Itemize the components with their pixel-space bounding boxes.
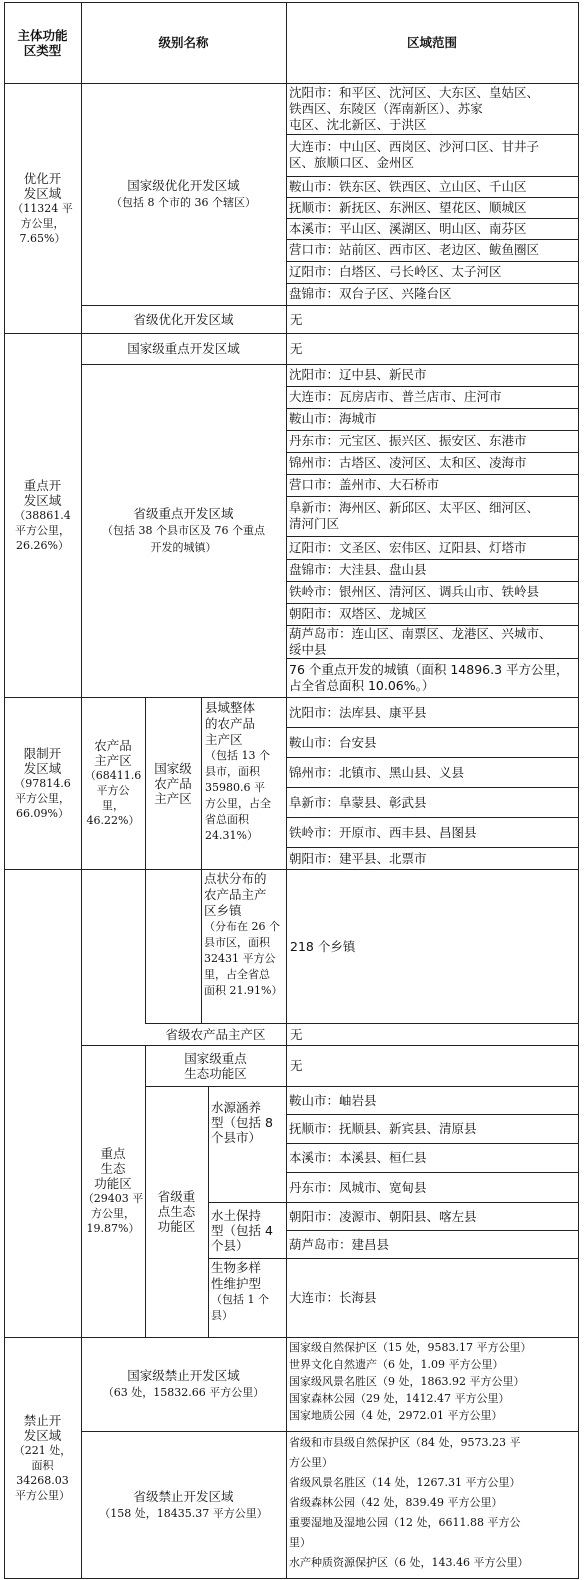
- eco-water-range: [289, 1150, 576, 1165]
- eco-provincial-label-line: 功能区: [157, 1219, 196, 1234]
- agri-point-label-line: 县市区，面积: [204, 936, 270, 949]
- key-range-cell-line: 锦州市：古塔区、凌河区、太和区、凌海市: [289, 455, 527, 470]
- row-border: [286, 386, 579, 387]
- agri-county-range: [289, 851, 576, 866]
- agri-main-label-line: 46.22%）: [86, 814, 140, 827]
- prohibited-type-label-line: 发区域: [23, 1427, 62, 1443]
- column-border: [145, 697, 146, 1024]
- optimized-range-cell: [289, 200, 576, 216]
- key-range-cell: [289, 500, 576, 532]
- header-type-label-line: 区类型: [23, 42, 62, 58]
- key-range-cell: [289, 455, 576, 471]
- eco-provincial-label: [145, 1189, 208, 1234]
- key-range-cell-line: 76 个重点开发的城镇（面积 14896.3 平方公里，: [289, 661, 569, 677]
- optimized-range-cell: [289, 264, 576, 280]
- prohibited-national-list-line: 世界文化自然遗产（6 处，1.09 平方公里）: [289, 1358, 504, 1371]
- row-border: [286, 474, 579, 475]
- eco-bio-label: [211, 1260, 285, 1324]
- eco-soil-range: [289, 1209, 576, 1224]
- optimized-provincial-label: [81, 312, 286, 327]
- row-border: [286, 727, 579, 728]
- row-border: [286, 261, 579, 262]
- row-border: [286, 658, 579, 659]
- agri-county-range-line: 朝阳市：建平县、北票市: [289, 850, 427, 866]
- row-border: [286, 787, 579, 788]
- section-border: [4, 869, 579, 870]
- optimized-type-label-line: 7.65%）: [19, 231, 66, 245]
- optimized-range-cell: [289, 286, 576, 302]
- key-range-cell-line: 营口市：盖州市、大石桥市: [289, 477, 440, 492]
- optimized-type-label-line: （11324 平: [12, 201, 73, 215]
- eco-main-label-line: 功能区: [94, 1176, 132, 1191]
- agri-county-range: [289, 735, 576, 750]
- agri-county-label-line: 县市，面积: [205, 765, 260, 778]
- eco-national-label-line: 国家级重点: [184, 1050, 247, 1066]
- optimized-type-label-line: 方公里，: [20, 216, 65, 230]
- optimized-range-cell-line: 铁西区、东陵区（浑南新区）、苏家: [289, 100, 483, 116]
- agri-county-range-line: 鞍山市：台安县: [289, 734, 377, 750]
- key-range-cell: [289, 540, 576, 556]
- column-border: [208, 1086, 209, 1338]
- agri-point-label-line: 里，占全省总: [204, 968, 270, 981]
- prohibited-type-label-line: （221 处，: [13, 1443, 72, 1457]
- eco-water-label-line: 个县市）: [211, 1130, 262, 1145]
- eco-national-label-line: 生态功能区: [184, 1065, 247, 1081]
- key-range-cell-line: 大连市：瓦房店市、普兰店市、庄河市: [289, 389, 502, 404]
- eco-main-label-line: 生态: [100, 1161, 126, 1176]
- optimized-type-label-line: 发区域: [23, 185, 62, 201]
- prohibited-national-list-line: 国家地质公园（4 处，2972.01 平方公里）: [289, 1409, 503, 1422]
- optimized-range-cell: [289, 139, 576, 171]
- agri-county-label-line: 的农产品: [205, 716, 256, 731]
- table-top-border: [4, 2, 579, 3]
- key-type-label-line: 发区域: [23, 492, 62, 508]
- key-range-cell-line: 阜新市：海州区、新邱区、太平区、细河区、: [289, 500, 540, 515]
- agri-point-label-line: 面积 21.91%）: [204, 984, 283, 997]
- optimized-range-cell-line: 屯区、沈北新区、于洪区: [289, 116, 427, 132]
- agri-county-label-line: 方公里，占全: [205, 797, 271, 810]
- eco-main-label-line: 方公里，: [91, 1207, 135, 1220]
- agri-national-label-line: 国家级: [154, 760, 192, 776]
- agri-point-label-line: 32431 平方公: [204, 952, 276, 965]
- eco-national-range-line: 无: [290, 1058, 303, 1073]
- agri-county-range-line: 铁岭市：开原市、西丰县、昌图县: [289, 824, 477, 840]
- optimized-provincial-range: [290, 312, 490, 327]
- prohibited-provincial-label-line: 省级禁止开发区域: [133, 1488, 234, 1504]
- key-national-range-line: 无: [290, 341, 303, 356]
- agri-county-label-line: 主产区: [205, 732, 243, 747]
- agri-county-label-line: （包括 13 个: [205, 749, 270, 762]
- optimized-range-cell-line: 鞍山市：铁东区、铁西区、立山区、千山区: [289, 178, 527, 194]
- prohibited-provincial-list-line: 重要湿地及湿地公园（12 处，6611.88 平方公: [289, 1516, 521, 1529]
- optimized-national-label-line: （包括 8 个市的 36 个辖区）: [111, 196, 256, 209]
- key-range-cell-line: 盘锦市：大洼县、盘山县: [289, 562, 427, 577]
- prohibited-provincial-list-line: 里）: [289, 1536, 311, 1549]
- agri-county-label: [205, 700, 284, 844]
- eco-bio-label-line: （包括 1 个: [211, 1293, 269, 1306]
- section-border: [4, 697, 579, 698]
- section-border: [4, 1337, 579, 1338]
- row-border: [286, 176, 579, 177]
- agri-provincial-label-line: 省级农产品主产区: [165, 1026, 266, 1042]
- row-border: [208, 1258, 579, 1259]
- row-border: [145, 1023, 579, 1024]
- prohibited-type-label: [4, 1413, 81, 1503]
- key-range-cell-line: 沈阳市：辽中县、新民市: [289, 367, 427, 382]
- restricted-type-label: [4, 746, 81, 821]
- prohibited-provincial-list-line: 省级和市县级自然保护区（84 处，9573.23 平: [289, 1436, 521, 1449]
- agri-national-label-line: 主产区: [154, 790, 192, 806]
- optimized-range-cell-line: 盘锦市：双台子区、兴隆台区: [289, 286, 452, 301]
- eco-soil-label: [211, 1208, 285, 1253]
- eco-water-label: [211, 1100, 285, 1145]
- row-border: [81, 1431, 579, 1432]
- key-range-cell: [289, 584, 576, 600]
- prohibited-national-list-line: 国家级自然保护区（15 处，9583.17 平方公里）: [289, 1341, 532, 1354]
- row-border: [286, 239, 579, 240]
- prohibited-provincial-label: [81, 1488, 286, 1522]
- key-type-label-line: 26.26%）: [16, 538, 69, 552]
- key-range-cell: [289, 367, 576, 383]
- eco-provincial-label-line: 省级重: [157, 1189, 196, 1204]
- prohibited-national-list-line: 国家级风景名胜区（9 处，1863.92 平方公里）: [289, 1375, 525, 1388]
- prohibited-national-list-line: 国家森林公园（29 处，1412.47 平方公里）: [289, 1392, 510, 1405]
- key-national-label: [81, 341, 286, 356]
- eco-main-label: [81, 1146, 145, 1236]
- eco-water-label-line: 水源涵养: [211, 1100, 262, 1115]
- agri-county-range: [289, 765, 576, 780]
- row-border: [81, 1045, 579, 1046]
- prohibited-type-label-line: 34268.03: [16, 1473, 69, 1487]
- key-range-cell-line: 朝阳市：双塔区、龙城区: [289, 606, 427, 621]
- row-border: [286, 197, 579, 198]
- row-border: [286, 452, 579, 453]
- key-provincial-label-line: 开发的城镇）: [150, 541, 217, 554]
- eco-water-range: [289, 1121, 576, 1136]
- prohibited-national-list: [289, 1339, 576, 1424]
- header-type-label: [4, 28, 81, 58]
- table-bottom-border: [4, 1578, 579, 1579]
- row-border: [286, 1114, 579, 1115]
- key-type-label: [4, 478, 81, 553]
- eco-bio-label-line: 性维护型: [211, 1276, 262, 1291]
- key-range-cell-line: 葫芦岛市：连山区、南票区、龙港区、兴城市、: [289, 625, 552, 641]
- agri-point-label: [204, 871, 285, 999]
- optimized-type-label-line: 优化开: [23, 170, 62, 186]
- agri-county-label-line: 省总面积: [205, 813, 249, 826]
- eco-bio-range: [289, 1290, 539, 1305]
- row-border: [286, 1143, 579, 1144]
- agri-national-label: [145, 761, 201, 806]
- key-range-cell-line: 绥中县: [289, 641, 327, 657]
- agri-county-label-line: 县域整体: [205, 700, 256, 715]
- eco-soil-label-line: 水土保持: [211, 1207, 262, 1223]
- agri-provincial-range-line: 无: [290, 1026, 303, 1042]
- row-border: [286, 283, 579, 284]
- row-border: [286, 1172, 579, 1173]
- key-provincial-label-line: （包括 38 个县市区及 76 个重点: [102, 524, 265, 537]
- prohibited-provincial-label-line: （158 处，18435.37 平方公里）: [99, 1506, 268, 1520]
- prohibited-type-label-line: 平方公里）: [15, 1488, 70, 1502]
- agri-point-label-line: 点状分布的: [204, 871, 267, 886]
- eco-soil-label-line: 型（包括 4: [211, 1222, 273, 1238]
- key-type-label-line: 重点开: [23, 477, 62, 493]
- key-provincial-label: [81, 505, 286, 556]
- agri-county-label-line: 35980.6 平: [205, 781, 265, 794]
- row-border: [286, 817, 579, 818]
- agri-point-label-line: 区乡镇: [204, 903, 242, 918]
- row-border: [286, 430, 579, 431]
- optimized-type-label: [4, 171, 81, 246]
- eco-soil-label-line: 个县）: [211, 1237, 249, 1253]
- agri-county-range: [289, 825, 576, 840]
- optimized-range-cell-line: 抚顺市：新抚区、东洲区、望花区、顺城区: [289, 199, 527, 215]
- row-border: [286, 134, 579, 135]
- optimized-range-cell-line: 沈阳市：和平区、沈河区、大东区、皇姑区、: [289, 84, 540, 100]
- optimized-provincial-label-line: 省级优化开发区域: [133, 311, 234, 327]
- section-border: [4, 333, 579, 334]
- prohibited-provincial-list-line: 省级风景名胜区（14 处，1267.31 平方公里）: [289, 1476, 521, 1489]
- key-range-cell: [289, 411, 576, 427]
- eco-main-label-line: 重点: [100, 1146, 126, 1161]
- restricted-type-label-line: 平方公里，: [15, 791, 70, 805]
- key-national-label-line: 国家级重点开发区域: [127, 341, 240, 356]
- prohibited-provincial-list-line: 省级森林公园（42 处，839.49 平方公里）: [289, 1496, 503, 1509]
- key-range-cell: [289, 433, 576, 449]
- agri-provincial-range: [290, 1027, 490, 1042]
- row-border: [286, 1230, 579, 1231]
- row-border: [208, 1202, 579, 1203]
- key-range-cell: [289, 606, 576, 622]
- key-range-cell-line: 铁岭市：银州区、清河区、调兵山市、铁岭县: [289, 584, 540, 599]
- key-range-cell-line: 鞍山市：海城市: [289, 411, 377, 426]
- agri-county-range: [289, 705, 576, 720]
- agri-main-label-line: 主产区: [94, 753, 132, 768]
- optimized-range-cell: [289, 221, 576, 237]
- agri-county-label-line: 24.31%）: [205, 829, 258, 842]
- agri-county-range: [289, 795, 576, 810]
- optimized-range-cell: [289, 85, 576, 133]
- optimized-range-cell: [289, 179, 576, 195]
- key-range-cell-line: 清河门区: [289, 516, 340, 531]
- prohibited-provincial-list: [289, 1433, 576, 1573]
- optimized-national-label: [81, 177, 286, 211]
- prohibited-national-label-line: 国家级禁止开发区域: [127, 1368, 240, 1383]
- agri-main-label-line: （68411.6: [84, 769, 142, 782]
- row-border: [286, 603, 579, 604]
- key-range-cell: [289, 477, 576, 493]
- row-border: [286, 408, 579, 409]
- eco-water-range: [289, 1093, 576, 1108]
- eco-water-range-line: 鞍山市：岫岩县: [289, 1092, 377, 1108]
- eco-water-range: [289, 1180, 576, 1195]
- eco-main-label-line: （29403 平: [82, 1192, 144, 1205]
- key-range-cell: [289, 626, 576, 658]
- optimized-range-cell-line: 大连市：中山区、西岗区、沙河口区、甘井子: [289, 139, 540, 154]
- optimized-provincial-range-line: 无: [290, 311, 303, 327]
- prohibited-provincial-list-line: 方公里）: [289, 1456, 333, 1469]
- prohibited-type-label-line: 禁止开: [23, 1412, 62, 1428]
- agri-county-range-line: 沈阳市：法库县、康平县: [289, 704, 427, 720]
- restricted-type-label-line: 限制开: [23, 745, 62, 761]
- agri-provincial-label: [145, 1027, 286, 1042]
- key-range-cell-line: 辽阳市：文圣区、宏伟区、辽阳县、灯塔市: [289, 539, 527, 555]
- eco-bio-range-line: 大连市：长海县: [289, 1290, 377, 1305]
- agri-national-label-line: 农产品: [154, 775, 192, 791]
- row-border: [286, 536, 579, 537]
- row-border: [286, 496, 579, 497]
- optimized-range-cell-line: 本溪市：平山区、溪湖区、明山区、南芬区: [289, 220, 527, 236]
- row-border: [286, 757, 579, 758]
- eco-bio-label-line: 生物多样: [211, 1260, 262, 1275]
- optimized-range-cell-line: 营口市：站前区、西市区、老边区、鲅鱼圈区: [289, 242, 540, 257]
- eco-national-label: [145, 1051, 286, 1081]
- agri-main-label-line: 平方公: [96, 784, 130, 797]
- eco-national-range: [290, 1058, 490, 1073]
- row-border: [286, 218, 579, 219]
- eco-bio-label-line: 县）: [211, 1309, 233, 1322]
- header-range-label-line: 区域范围: [406, 35, 457, 50]
- agri-point-range-line: 218 个乡镇: [290, 938, 356, 954]
- prohibited-national-label: [81, 1367, 286, 1401]
- restricted-type-label-line: 发区域: [23, 760, 62, 776]
- restricted-type-label-line: （97814.6: [14, 776, 71, 790]
- agri-main-label-line: 里，: [102, 799, 124, 812]
- column-border: [201, 697, 202, 1024]
- eco-water-range-line: 本溪市：本溪县、桓仁县: [289, 1150, 427, 1165]
- agri-point-label-line: （分布在 26 个: [204, 920, 280, 933]
- key-range-cell-line: 占全省总面积 10.06%。）: [289, 677, 435, 693]
- row-border: [145, 1086, 579, 1087]
- eco-soil-range: [289, 1237, 576, 1252]
- header-level-label-line: 级别名称: [158, 35, 209, 50]
- prohibited-provincial-list-line: 水产种质资源保护区（6 处，143.46 平方公里）: [289, 1556, 529, 1569]
- key-range-cell-line: 丹东市：元宝区、振兴区、振安区、东港市: [289, 433, 527, 448]
- restricted-type-label-line: 66.09%）: [16, 806, 69, 820]
- agri-point-label-line: 农产品主产: [204, 887, 267, 902]
- row-border: [286, 847, 579, 848]
- eco-soil-range-line: 葫芦岛市：建昌县: [289, 1236, 390, 1252]
- optimized-range-cell-line: 区、旅顺口区、金州区: [289, 155, 415, 170]
- optimized-range-cell: [289, 242, 576, 258]
- eco-provincial-label-line: 点生态: [157, 1204, 196, 1219]
- eco-soil-range-line: 朝阳市：凌源市、朝阳县、喀左县: [289, 1208, 477, 1224]
- key-type-label-line: （38861.4: [14, 508, 71, 522]
- key-type-label-line: 平方公里，: [15, 523, 70, 537]
- key-national-range: [290, 341, 490, 356]
- prohibited-national-label-line: （63 处，15832.66 平方公里）: [102, 1386, 265, 1399]
- eco-main-label-line: 19.87%）: [86, 1222, 140, 1235]
- row-border: [286, 559, 579, 560]
- key-provincial-label-line: 省级重点开发区域: [133, 506, 234, 521]
- eco-water-range-line: 丹东市：凤城市、宽甸县: [289, 1179, 427, 1195]
- agri-main-label-line: 农产品: [94, 738, 132, 753]
- eco-water-range-line: 抚顺市：抚顺县、新宾县、清原县: [289, 1121, 477, 1136]
- key-range-cell: [289, 562, 576, 578]
- row-border: [286, 581, 579, 582]
- header-level-label: [81, 35, 286, 50]
- optimized-national-label-line: 国家级优化开发区域: [127, 178, 240, 193]
- optimized-provincial-border: [81, 305, 579, 306]
- eco-water-label-line: 型（包括 8: [211, 1115, 273, 1130]
- agri-point-range: [290, 939, 490, 954]
- row-border: [81, 364, 579, 365]
- agri-county-range-line: 锦州市：北镇市、黑山县、义县: [289, 764, 465, 780]
- header-range-label: [286, 35, 578, 50]
- header-type-label-line: 主体功能: [17, 27, 68, 43]
- key-range-cell: [289, 389, 576, 405]
- agri-county-range-line: 阜新市：阜蒙县、彰武县: [289, 794, 427, 810]
- optimized-range-cell-line: 辽阳市：白塔区、弓长岭区、太子河区: [289, 264, 502, 279]
- prohibited-type-label-line: 面积: [31, 1458, 54, 1472]
- agri-main-label: [81, 738, 145, 828]
- key-range-cell: [289, 662, 576, 694]
